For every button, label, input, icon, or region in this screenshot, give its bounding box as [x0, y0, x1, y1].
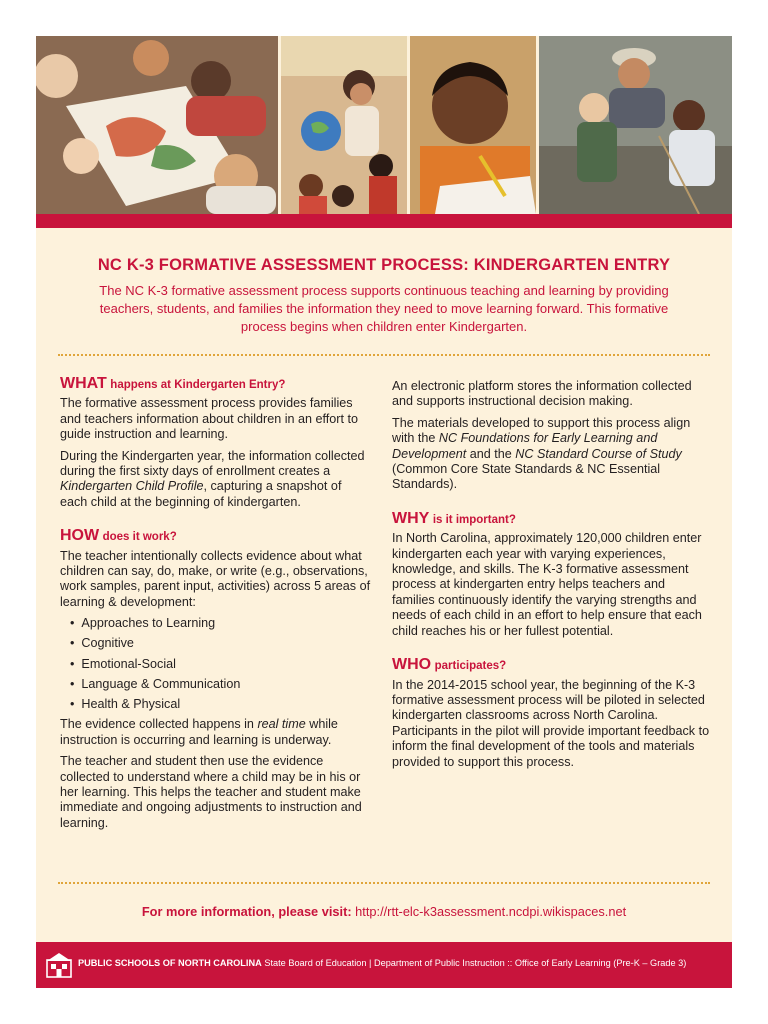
- list-item: • Language & Communication: [70, 677, 372, 692]
- photo-father-and-sons-outdoors: [539, 36, 732, 214]
- header-accent-bar: [36, 214, 732, 228]
- learning-areas-list: [70, 616, 372, 712]
- who-paragraph: In the 2014-2015 school year, the beginning of the K-3 formative assessment process will be piloted in selected kindergarten classrooms across North Carolina. Participants in the pilot will provide important feedback to inform the final development of the tools and materials provided to support this process.: [392, 677, 710, 769]
- photo-teacher-with-globe: [281, 36, 407, 214]
- dotted-divider-bottom: [58, 882, 710, 884]
- list-item: • Emotional-Social: [70, 657, 372, 672]
- who-heading-small: participates?: [434, 660, 507, 673]
- why-heading: [392, 511, 710, 528]
- why-paragraph: In North Carolina, approximately 120,000 children enter kindergarten each year with varying experiences, knowledge, and skills. The K-3 formative assessment process at kindergarten entry helps teachers and families continuously identify the varying strengths and needs of each child in an effort to help ensure that each child reaches his or her fullest potential.: [392, 531, 702, 638]
- what-paragraph-2: During the Kindergarten year, the information collected during the first sixty days of enrollment creates a Kindergarten Child Profile, capturing a snapshot of each child at the beginning of kindergarten.: [60, 448, 365, 509]
- more-info-link[interactable]: http://rtt-elc-k3assessment.ncdpi.wikispaces.net: [355, 904, 627, 919]
- more-info-line: [36, 904, 732, 919]
- more-info-label: For more information, please visit:: [141, 904, 352, 919]
- how-paragraph-3: The teacher and student then use the evidence collected to understand where a child may be in his or her learning. This helps the teacher and student make immediate and ongoing adjustments to instruction and learning.: [60, 754, 362, 830]
- footer-bar: [36, 942, 732, 988]
- what-heading-big: WHAT: [60, 375, 107, 392]
- footer-org: PUBLIC SCHOOLS OF NORTH CAROLINA: [78, 958, 262, 968]
- right-column: [392, 379, 710, 776]
- how-paragraph-2: The evidence collected happens in real time while instruction is occurring and learning is underway.: [60, 717, 338, 747]
- list-item: • Cognitive: [70, 636, 372, 651]
- what-heading: [60, 376, 372, 393]
- dotted-divider-top: [58, 354, 710, 356]
- who-heading: [392, 657, 710, 674]
- flyer: [36, 36, 732, 988]
- platform-paragraph-2: The materials developed to support this process align with the NC Foundations for Early Learning and Development and the NC Standard Course of Study (Common Core State Standards & NC Essential Standards).: [392, 415, 691, 492]
- photo-strip: [36, 36, 732, 214]
- footer-departments: State Board of Education | Department of Public Instruction :: Office of Early Learning (Pre-K – Grade 3): [264, 958, 687, 968]
- list-item: • Health & Physical: [70, 697, 372, 712]
- how-paragraph-1: The teacher intentionally collects evidence about what children can say, do, make, or write (e.g., observations, work samples, parent input, activities) across 5 areas of learning & development:: [60, 548, 371, 609]
- list-item: • Approaches to Learning: [70, 616, 372, 631]
- page-title: NC K-3 FORMATIVE ASSESSMENT PROCESS: KINDERGARTEN ENTRY: [97, 256, 671, 274]
- footer-text: [78, 958, 686, 968]
- how-heading-big: HOW: [60, 527, 100, 545]
- why-heading-big: WHY: [392, 509, 430, 527]
- how-heading-small: does it work?: [102, 531, 177, 544]
- photo-boy-writing: [410, 36, 536, 214]
- who-heading-big: WHO: [392, 656, 432, 674]
- nc-schoolhouse-logo-icon: [46, 952, 72, 978]
- what-heading-small: happens at Kindergarten Entry?: [110, 379, 286, 391]
- how-heading: [60, 528, 372, 545]
- intro-paragraph: The NC K-3 formative assessment process supports continuous teaching and learning by providing teachers, students, and families the information they need to move learning forward. This formative process begins when children enter Kindergarten.: [99, 283, 669, 334]
- left-column: [60, 376, 372, 837]
- photo-children-drawing-map: [36, 36, 278, 214]
- why-heading-small: is it important?: [432, 513, 516, 526]
- platform-paragraph-1: An electronic platform stores the information collected and supports instructional decision making.: [392, 379, 692, 409]
- what-paragraph-1: The formative assessment process provides families and teachers information about children in an effort to guide instruction and learning.: [60, 396, 359, 442]
